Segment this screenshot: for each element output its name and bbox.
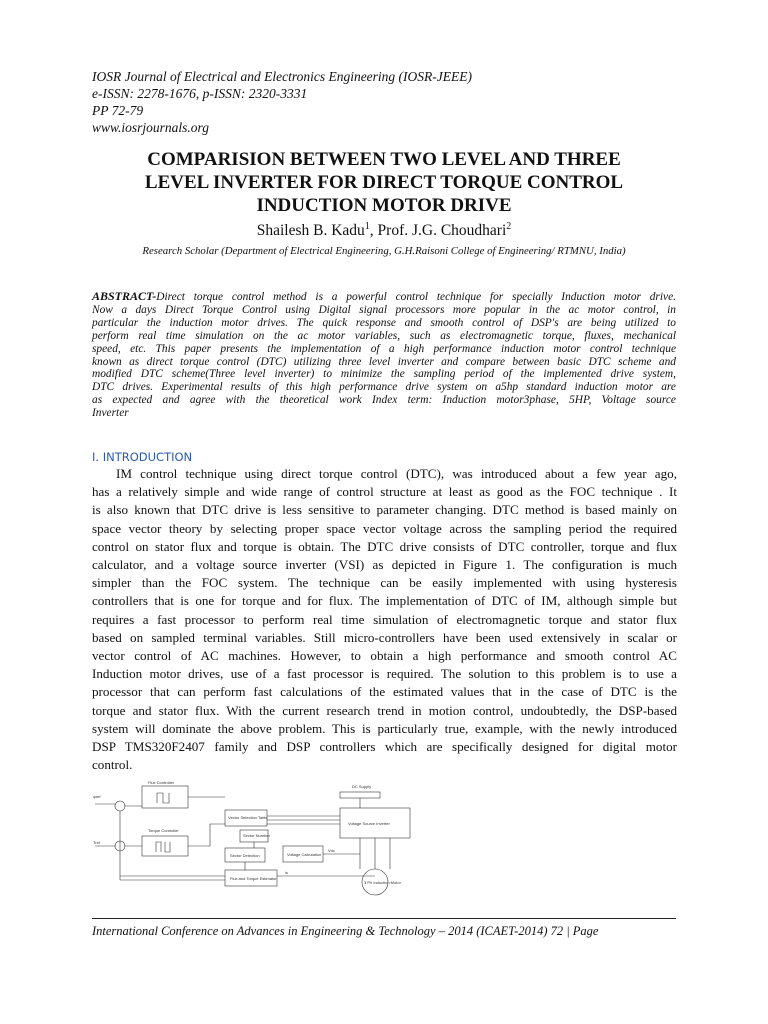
abstract-line: perform real time simulation on the ac motor variables, such as electromagnetic torque, fluxes, mechanical (92, 329, 676, 342)
body-line: torque and stator flux. With the current research trend in motion control, undoubtedly, the DSP-based (92, 702, 677, 718)
torque-reference-label: Tref (93, 840, 100, 845)
dc-supply-block (340, 792, 380, 798)
abstract (92, 290, 676, 420)
body-line: has a relatively simple and wide range of control structure at least as good as the FOC technique . It (92, 484, 677, 500)
abstract-line: DTC drives. Experimental results of this high performance drive system on a5hp standard induction motor are (92, 381, 676, 394)
title-line: COMPARISION BETWEEN TWO LEVEL AND THREE (147, 149, 621, 170)
abstract-line: as expected and agree with the theoretical work Index term: Induction motor3phase, 5HP, Voltage source (92, 394, 676, 407)
controller-output-lines (188, 797, 225, 846)
abstract-line: known as direct torque control (DTC) utilizing three level inverter and compare between basic DTC scheme and (92, 355, 676, 368)
switching-signal-lines (267, 798, 360, 824)
author-1: Shailesh B. Kadu (256, 222, 365, 240)
footer-rule (92, 918, 676, 919)
flux-hysteresis-symbol (157, 793, 169, 803)
body-line: control. (92, 757, 133, 773)
author-1-affiliation-mark: 1 (364, 221, 370, 232)
body-line: simpler than the FOC system. The technique can be easily implemented with using hysteresis (92, 575, 677, 591)
body-line: DSP TMS320F2407 family and DSP controllers which are specifically designed for digital motor (92, 739, 677, 755)
title-line: LEVEL INVERTER FOR DIRECT TORQUE CONTROL (144, 172, 624, 193)
is-label: is (285, 870, 288, 875)
abstract-line: Now a days Direct Torque Control using Digital signal processors more popular in the ac motor control, in (92, 303, 676, 316)
vector-selection-label: Vector Selection Table (228, 815, 268, 820)
feedback-lines (120, 811, 375, 880)
author-2-affiliation-mark: 2 (506, 221, 512, 232)
flux-torque-estimator-label: Flux and Torque Estimator (230, 876, 277, 881)
body-line: requires a fast processor to perform real time simulation of electromagnetic torque and stator flux (92, 611, 677, 627)
vdc-label: Vdc (328, 848, 335, 853)
body-line: based on sampled terminal variables. Still micro-controllers have been used extensively in scalar or (92, 629, 677, 645)
sector-number-label: Sector Number (243, 833, 270, 838)
abstract-line (92, 290, 676, 304)
flux-controller-block (142, 786, 188, 808)
body-line: control on stator flux and torque is obtain. The DTC drive consists of DTC controller, torque and flux (92, 538, 677, 554)
abstract-line: particular the induction motor drives. The quick response and smooth control of DSP's are being utilized to (92, 316, 676, 329)
journal-pages: PP 72-79 (92, 103, 144, 118)
vsi-label: Voltage Source Inverter (348, 821, 390, 826)
abstract-line: Inverter (92, 407, 129, 420)
torque-hysteresis-symbol (156, 842, 170, 852)
body-line: is also known that DTC drive is less sensitive to parameter changing. DTC method is based mainly on (92, 502, 677, 518)
flux-reference-label: ψref (93, 794, 101, 799)
body-line: space vector theory by selecting proper space vector voltage across the sampling period the required (92, 520, 677, 536)
flux-summing-junction (115, 801, 125, 811)
motor-label: 3 Ph Induction Motor (364, 880, 401, 885)
body-line: processor that can perform fast calculations of the estimated values that in the case of DTC is the (92, 684, 677, 700)
author-2: Prof. J.G. Choudhari (377, 222, 507, 240)
reference-signal-lines (95, 804, 142, 846)
page-footer: International Conference on Advances in Engineering & Technology – 2014 (ICAET-2014) 72 | Page (92, 924, 599, 938)
dc-supply-label: DC Supply (352, 784, 372, 789)
journal-header (92, 68, 692, 136)
body-line: Induction motor drives, use of a fast processor is required. The solution to this problem is to use a (92, 666, 677, 682)
body-line: calculator, and a voltage source inverter (VSI) as depicted in Figure 1. The configuration is much (92, 557, 677, 573)
author-separator: , (369, 222, 378, 240)
title-line: INDUCTION MOTOR DRIVE (256, 195, 512, 216)
author-list (60, 221, 708, 240)
journal-url[interactable]: www.iosrjournals.org (92, 120, 210, 135)
body-line: IM control technique using direct torque control (DTC), was introduced about a few year ago, (116, 466, 677, 481)
journal-name: IOSR Journal of Electrical and Electronics Engineering (IOSR-JEEE) (92, 69, 473, 84)
torque-controller-label: Torque Controller (148, 828, 179, 833)
voltage-calculation-label: Voltage Calculation (287, 852, 322, 857)
motor-phase-lines (360, 838, 390, 869)
section-heading-introduction: I. INTRODUCTION (92, 450, 193, 464)
journal-issn: e-ISSN: 2278-1676, p-ISSN: 2320-3331 (92, 86, 308, 101)
introduction-body (92, 465, 677, 774)
dtc-block-diagram (90, 776, 440, 901)
sector-detection-label: Sector Detection (230, 853, 260, 858)
abstract-text: Direct torque control method is a powerful control technique for specially Induction motor drive. (156, 291, 676, 303)
body-line: vector control of AC machines. However, to obtain a high performance and smooth control AC (92, 648, 677, 664)
body-line: controllers that is one for torque and for flux. The implementation of DTC of IM, although simple but (92, 593, 677, 609)
paper-title (60, 148, 708, 217)
body-line: system will dominate the above problem. This is particularly true, example, with the newly introduced (92, 720, 677, 736)
flux-controller-label: Flux Controller (148, 780, 175, 785)
abstract-line: modified DTC scheme(Three level inverter) to minimize the sampling period of the implemented drive system, (92, 368, 676, 381)
abstract-line: speed, etc. This paper presents the implementation of a high performance induction motor control technique (92, 342, 676, 355)
abstract-label: ABSTRACT- (92, 289, 157, 303)
affiliation: Research Scholar (Department of Electrical Engineering, G.H.Raisoni College of Engineering/ RTMNU, India) (142, 245, 626, 257)
